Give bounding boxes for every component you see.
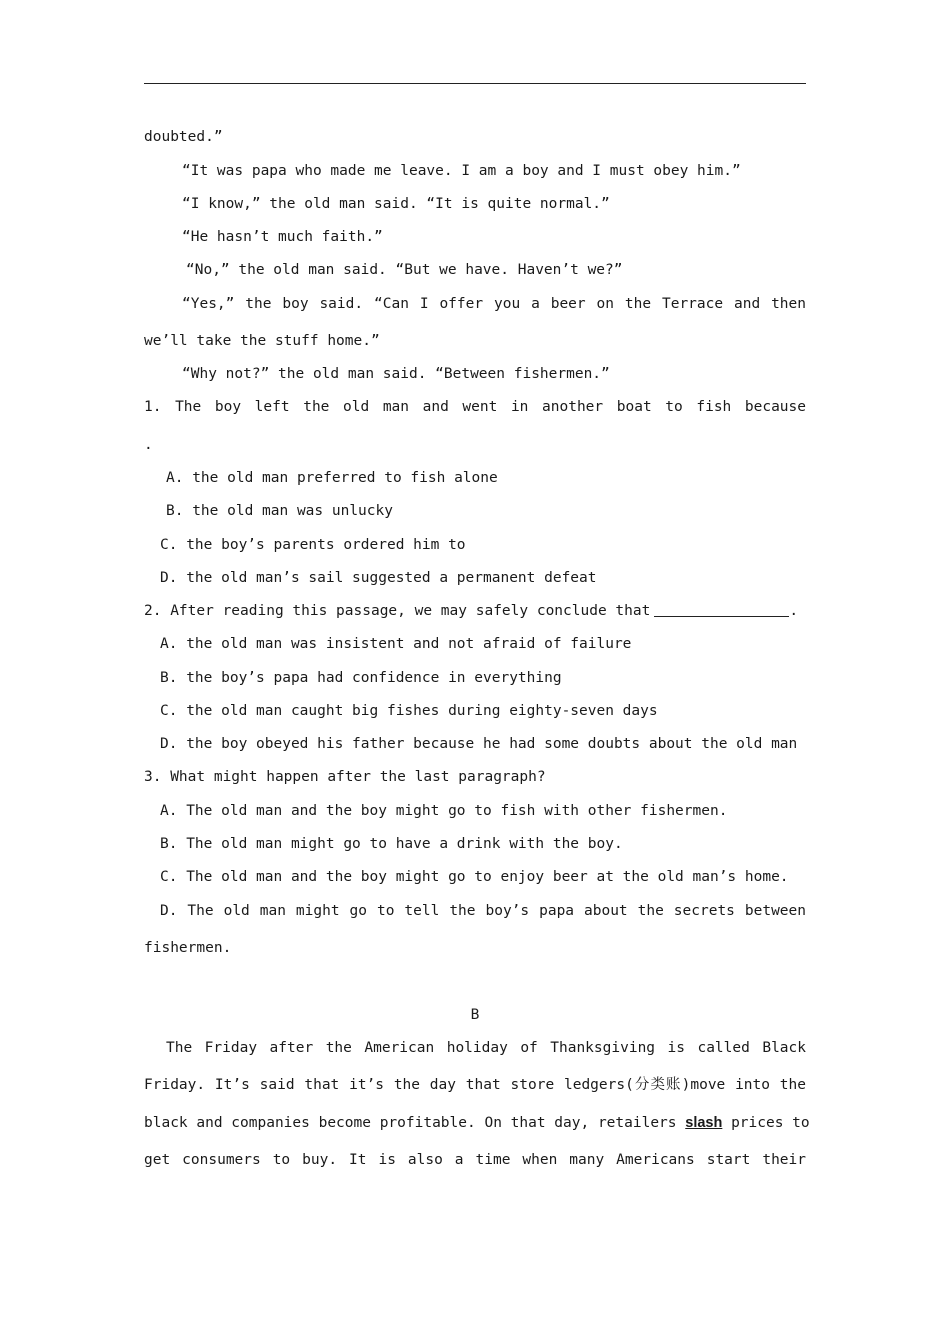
option-b: B. the old man was unlucky <box>166 503 393 519</box>
passage-line: “It was papa who made me leave. I am a boy and I must obey him.” <box>182 163 741 179</box>
passage-text: prices to <box>731 1115 810 1131</box>
passage-line: “Why not?” the old man said. “Between fishermen.” <box>182 366 610 382</box>
section-heading: B <box>470 1007 480 1023</box>
question-stem-tail: . <box>789 603 799 619</box>
passage-line: “I know,” the old man said. “It is quite normal.” <box>182 196 610 212</box>
option-d: D. The old man might go to tell the boy’s papa about the secrets between <box>160 903 806 919</box>
passage-line: Friday. It’s said that it’s the day that store ledgers(分类账)move into the <box>144 1077 806 1093</box>
option-b: B. the boy’s papa had confidence in everything <box>160 670 562 686</box>
passage-text: black and companies become profitable. On that day, retailers <box>144 1115 677 1131</box>
passage-line-with-keyword <box>144 1113 810 1133</box>
answer-blank <box>654 602 789 617</box>
passage-line: we’ll take the stuff home.” <box>144 333 380 349</box>
option-d: D. the boy obeyed his father because he had some doubts about the old man <box>160 736 798 752</box>
option-b: B. The old man might go to have a drink with the boy. <box>160 836 623 852</box>
passage-line: doubted.” <box>144 129 223 145</box>
option-c: C. The old man and the boy might go to enjoy beer at the old man’s home. <box>160 869 789 885</box>
header-rule <box>144 83 806 84</box>
passage-line: “No,” the old man said. “But we have. Haven’t we?” <box>186 262 623 278</box>
option-c: C. the old man caught big fishes during eighty-seven days <box>160 703 658 719</box>
passage-line: The Friday after the American holiday of Thanksgiving is called Black <box>166 1040 806 1056</box>
option-a: A. The old man and the boy might go to fish with other fishermen. <box>160 803 728 819</box>
question-stem-tail: . <box>144 437 153 453</box>
underlined-keyword: slash <box>685 1115 723 1131</box>
option-a: A. the old man preferred to fish alone <box>166 470 498 486</box>
option-c: C. the boy’s parents ordered him to <box>160 537 466 553</box>
question-stem: 1. The boy left the old man and went in another boat to fish because <box>144 399 806 415</box>
option-d: D. the old man’s sail suggested a permanent defeat <box>160 570 597 586</box>
passage-line: get consumers to buy. It is also a time when many Americans start their <box>144 1152 806 1168</box>
question-stem-row <box>144 601 806 621</box>
passage-line: “Yes,” the boy said. “Can I offer you a beer on the Terrace and then <box>182 296 806 312</box>
option-a: A. the old man was insistent and not afraid of failure <box>160 636 632 652</box>
question-stem: 3. What might happen after the last paragraph? <box>144 769 546 785</box>
option-d-continued: fishermen. <box>144 940 232 956</box>
question-stem: 2. After reading this passage, we may safely conclude that <box>144 603 651 619</box>
passage-line: “He hasn’t much faith.” <box>182 229 383 245</box>
